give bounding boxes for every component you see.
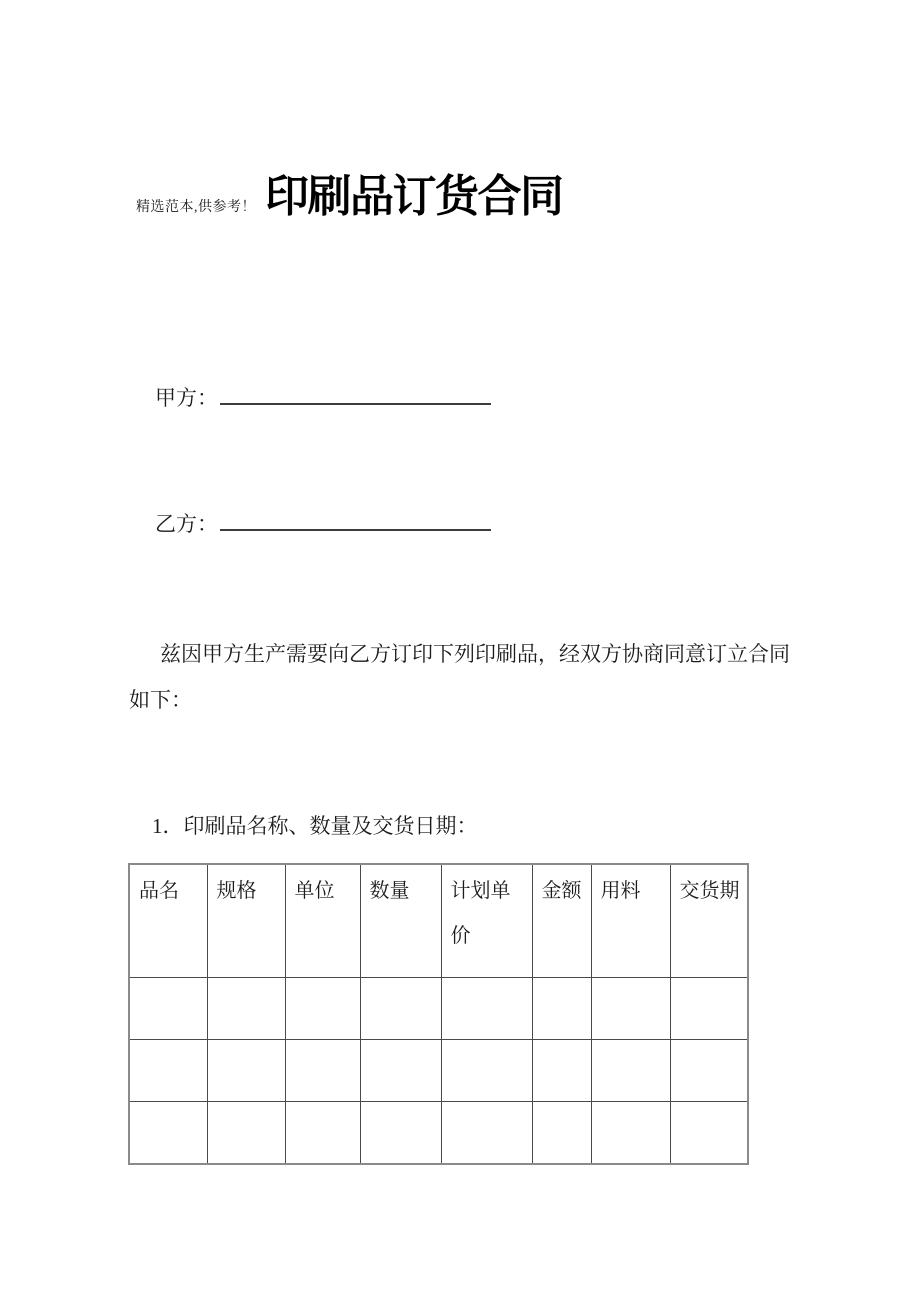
title-block: [136, 160, 563, 224]
party-a-row: [155, 382, 491, 412]
table-cell[interactable]: [591, 978, 670, 1040]
table-header-row: [129, 864, 748, 978]
party-a-label: 甲方：: [155, 386, 218, 410]
table-cell[interactable]: [360, 978, 441, 1040]
table-cell[interactable]: [670, 1040, 748, 1102]
party-b-row: [155, 508, 491, 538]
table-cell[interactable]: [285, 1040, 360, 1102]
table-cell[interactable]: [532, 1040, 591, 1102]
col-header-delivery-date: 交货期: [670, 864, 748, 978]
table-cell[interactable]: [129, 978, 207, 1040]
col-header-unit: 单位: [285, 864, 360, 978]
table-row: [129, 1102, 748, 1165]
table-cell[interactable]: [285, 978, 360, 1040]
table-row: [129, 1040, 748, 1102]
table-cell[interactable]: [285, 1102, 360, 1165]
table-cell[interactable]: [441, 978, 532, 1040]
table-row: [129, 978, 748, 1040]
section-1-heading: 1．印刷品名称、数量及交货日期：: [152, 814, 478, 838]
order-table: [128, 863, 749, 1165]
table-cell[interactable]: [129, 1040, 207, 1102]
table-cell[interactable]: [207, 1102, 285, 1165]
table-cell[interactable]: [532, 1102, 591, 1165]
table-cell[interactable]: [532, 978, 591, 1040]
table-cell[interactable]: [360, 1102, 441, 1165]
intro-paragraph-line-2: 如下：: [129, 688, 192, 712]
party-b-fill-line[interactable]: [220, 526, 491, 531]
table-cell[interactable]: [670, 978, 748, 1040]
table-cell[interactable]: [360, 1040, 441, 1102]
col-header-amount: 金额: [532, 864, 591, 978]
table-cell[interactable]: [591, 1102, 670, 1165]
table-cell[interactable]: [441, 1102, 532, 1165]
party-b-label: 乙方：: [155, 512, 218, 536]
intro-paragraph-line-1: 兹因甲方生产需要向乙方订印下列印刷品，经双方协商同意订立合同: [160, 642, 790, 666]
table-cell[interactable]: [441, 1040, 532, 1102]
doc-note: 精选范本,供参考！: [136, 200, 256, 215]
table-cell[interactable]: [670, 1102, 748, 1165]
table-cell[interactable]: [207, 1040, 285, 1102]
table-cell[interactable]: [207, 978, 285, 1040]
table-cell[interactable]: [591, 1040, 670, 1102]
party-a-fill-line[interactable]: [220, 400, 491, 405]
page-title: 印刷品订货合同: [265, 172, 563, 221]
col-header-product-name: 品名: [129, 864, 207, 978]
col-header-quantity: 数量: [360, 864, 441, 978]
col-header-material: 用料: [591, 864, 670, 978]
table-cell[interactable]: [129, 1102, 207, 1165]
col-header-planned-unit-price: 计划单价: [441, 864, 532, 978]
col-header-specification: 规格: [207, 864, 285, 978]
